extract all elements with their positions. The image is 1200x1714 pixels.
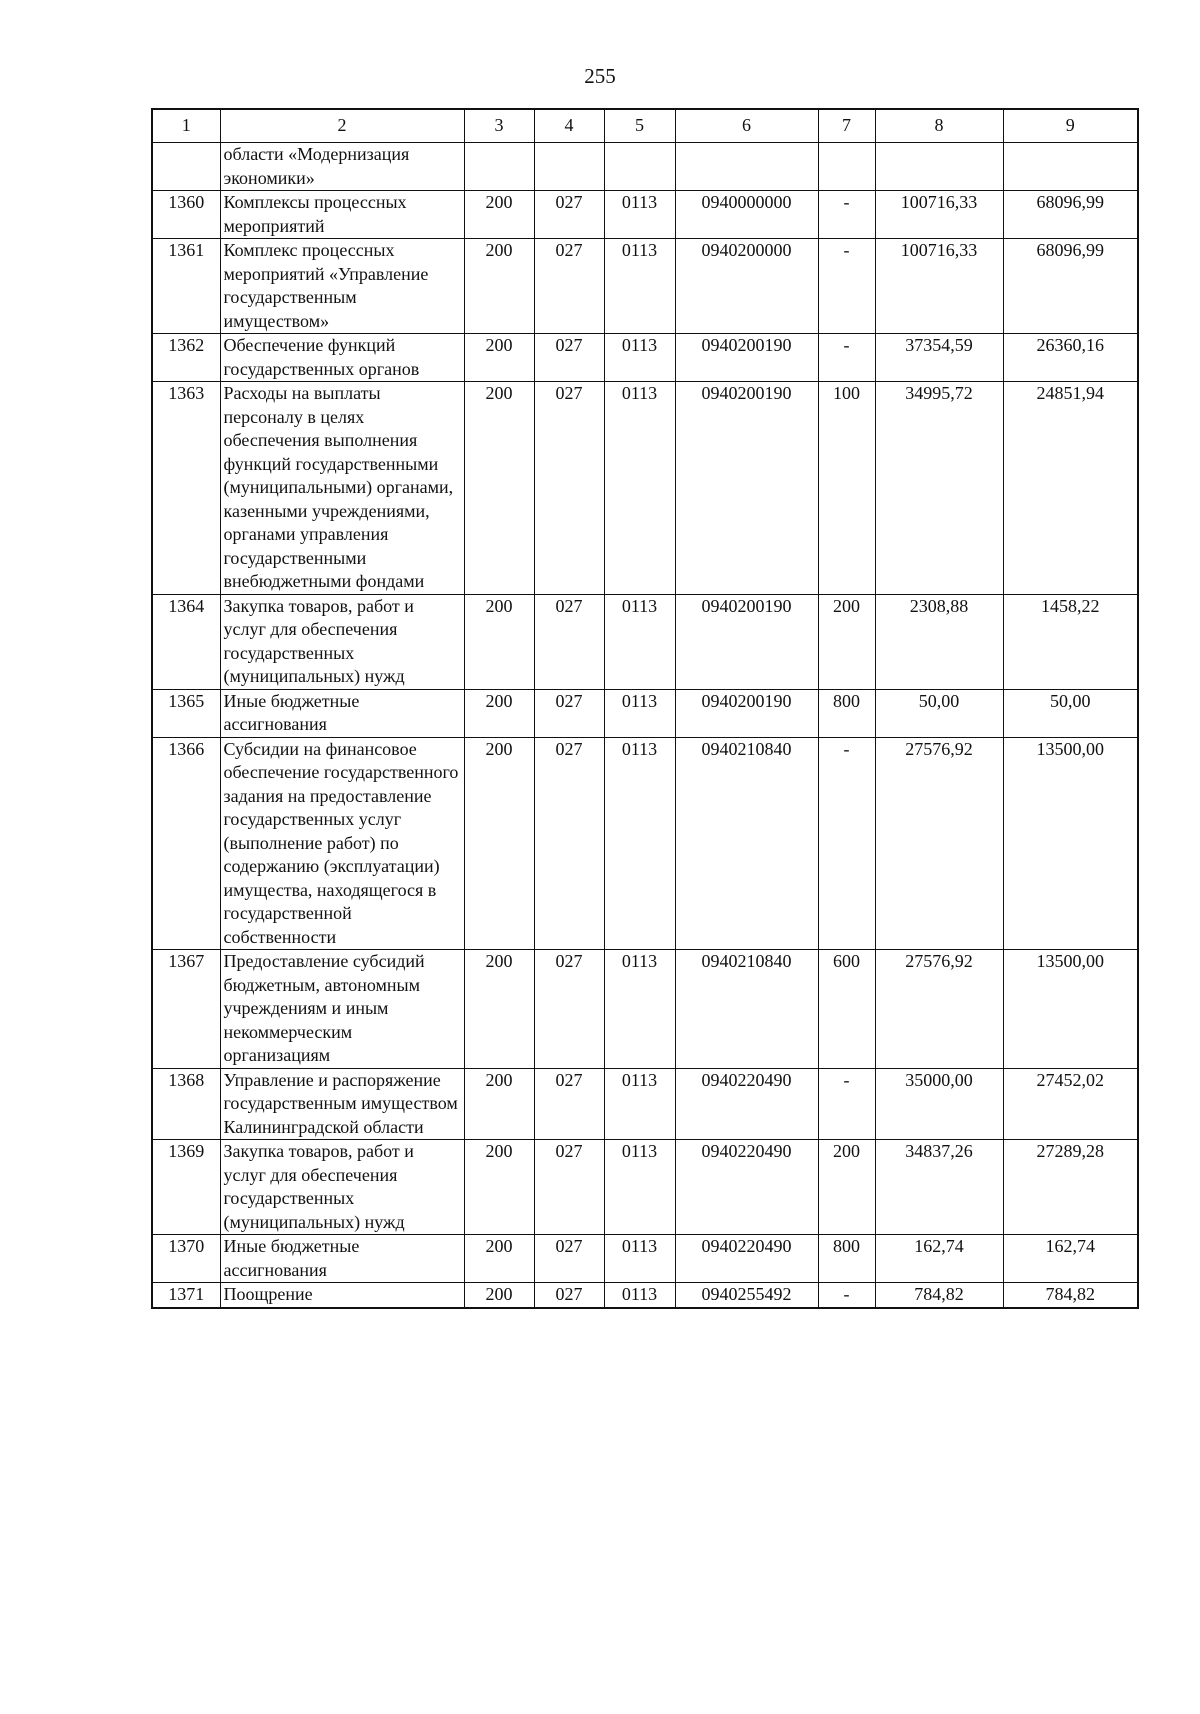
code-4-cell: 027 (534, 689, 604, 737)
amount-8-cell: 27576,92 (875, 737, 1003, 950)
expense-type-cell: - (818, 1068, 875, 1140)
table-row (152, 737, 1138, 950)
amount-8-cell: 34837,26 (875, 1140, 1003, 1235)
code-3-cell: 200 (464, 1235, 534, 1283)
item-name-cell: Комплексы процессных мероприятий (220, 191, 464, 239)
amount-8-cell: 784,82 (875, 1283, 1003, 1308)
code-3-cell: 200 (464, 382, 534, 595)
table-row (152, 689, 1138, 737)
code-3-cell: 200 (464, 1140, 534, 1235)
expense-type-cell: 800 (818, 689, 875, 737)
row-number-cell: 1365 (152, 689, 220, 737)
expense-type-cell: 600 (818, 950, 875, 1069)
code-5-cell: 0113 (604, 382, 675, 595)
code-5-cell (604, 143, 675, 191)
column-header: 1 (152, 109, 220, 143)
target-article-cell: 0940255492 (675, 1283, 818, 1308)
expense-type-cell (818, 143, 875, 191)
target-article-cell: 0940200190 (675, 594, 818, 689)
amount-8-cell: 100716,33 (875, 191, 1003, 239)
column-header: 8 (875, 109, 1003, 143)
table-body (152, 143, 1138, 1308)
code-5-cell: 0113 (604, 334, 675, 382)
code-3-cell: 200 (464, 239, 534, 334)
code-4-cell: 027 (534, 191, 604, 239)
amount-8-cell: 35000,00 (875, 1068, 1003, 1140)
row-number-cell: 1369 (152, 1140, 220, 1235)
amount-8-cell: 50,00 (875, 689, 1003, 737)
amount-9-cell: 68096,99 (1003, 239, 1138, 334)
amount-8-cell: 162,74 (875, 1235, 1003, 1283)
amount-9-cell: 50,00 (1003, 689, 1138, 737)
item-name-cell: Обеспечение функций государственных органов (220, 334, 464, 382)
expense-type-cell: - (818, 1283, 875, 1308)
target-article-cell: 0940210840 (675, 950, 818, 1069)
code-4-cell: 027 (534, 1283, 604, 1308)
table-row (152, 950, 1138, 1069)
expense-type-cell: - (818, 191, 875, 239)
item-name-cell: Иные бюджетные ассигнования (220, 689, 464, 737)
code-3-cell: 200 (464, 594, 534, 689)
column-header-row (152, 109, 1138, 143)
item-name-cell: Управление и распоряжение государственным имуществом Калининградской области (220, 1068, 464, 1140)
amount-8-cell: 2308,88 (875, 594, 1003, 689)
code-5-cell: 0113 (604, 737, 675, 950)
code-4-cell: 027 (534, 950, 604, 1069)
table-row (152, 334, 1138, 382)
item-name-cell: Субсидии на финансовое обеспечение государственного задания на предоставление государственных услуг (выполнение работ) по содержанию (эксплуатации) имущества, находящегося в государственной собственности (220, 737, 464, 950)
table-row (152, 594, 1138, 689)
target-article-cell: 0940200190 (675, 689, 818, 737)
item-name-cell: Предоставление субсидий бюджетным, автономным учреждениям и иным некоммерческим организациям (220, 950, 464, 1069)
amount-9-cell: 162,74 (1003, 1235, 1138, 1283)
amount-8-cell: 34995,72 (875, 382, 1003, 595)
code-4-cell: 027 (534, 737, 604, 950)
code-4-cell: 027 (534, 594, 604, 689)
expense-type-cell: 100 (818, 382, 875, 595)
item-name-cell: области «Модернизация экономики» (220, 143, 464, 191)
amount-9-cell: 27452,02 (1003, 1068, 1138, 1140)
item-name-cell: Расходы на выплаты персоналу в целях обеспечения выполнения функций государственными (муниципальными) органами, казенными учреждениями, органами управления государственными внебюджетными фондами (220, 382, 464, 595)
amount-9-cell: 1458,22 (1003, 594, 1138, 689)
row-number-cell: 1368 (152, 1068, 220, 1140)
column-header: 2 (220, 109, 464, 143)
table-row (152, 191, 1138, 239)
expense-type-cell: 200 (818, 594, 875, 689)
column-header: 9 (1003, 109, 1138, 143)
column-header: 3 (464, 109, 534, 143)
code-5-cell: 0113 (604, 1140, 675, 1235)
amount-9-cell (1003, 143, 1138, 191)
code-3-cell (464, 143, 534, 191)
item-name-cell: Комплекс процессных мероприятий «Управление государственным имуществом» (220, 239, 464, 334)
code-3-cell: 200 (464, 1068, 534, 1140)
target-article-cell: 0940000000 (675, 191, 818, 239)
amount-8-cell: 37354,59 (875, 334, 1003, 382)
table-row (152, 1140, 1138, 1235)
code-3-cell: 200 (464, 191, 534, 239)
code-5-cell: 0113 (604, 1068, 675, 1140)
code-4-cell: 027 (534, 1140, 604, 1235)
expense-type-cell: - (818, 334, 875, 382)
amount-9-cell: 68096,99 (1003, 191, 1138, 239)
target-article-cell: 0940200190 (675, 334, 818, 382)
expense-type-cell: 200 (818, 1140, 875, 1235)
code-5-cell: 0113 (604, 1283, 675, 1308)
code-3-cell: 200 (464, 689, 534, 737)
code-3-cell: 200 (464, 334, 534, 382)
target-article-cell: 0940200190 (675, 382, 818, 595)
column-header: 5 (604, 109, 675, 143)
table-row (152, 239, 1138, 334)
amount-9-cell: 784,82 (1003, 1283, 1138, 1308)
table-row (152, 1283, 1138, 1308)
amount-8-cell: 27576,92 (875, 950, 1003, 1069)
code-5-cell: 0113 (604, 950, 675, 1069)
table-row (152, 143, 1138, 191)
code-5-cell: 0113 (604, 239, 675, 334)
code-5-cell: 0113 (604, 594, 675, 689)
expense-type-cell: - (818, 239, 875, 334)
code-3-cell: 200 (464, 1283, 534, 1308)
row-number-cell: 1360 (152, 191, 220, 239)
item-name-cell: Закупка товаров, работ и услуг для обеспечения государственных (муниципальных) нужд (220, 1140, 464, 1235)
target-article-cell (675, 143, 818, 191)
row-number-cell: 1370 (152, 1235, 220, 1283)
row-number-cell (152, 143, 220, 191)
item-name-cell: Иные бюджетные ассигнования (220, 1235, 464, 1283)
code-5-cell: 0113 (604, 1235, 675, 1283)
row-number-cell: 1363 (152, 382, 220, 595)
expense-type-cell: 800 (818, 1235, 875, 1283)
row-number-cell: 1371 (152, 1283, 220, 1308)
amount-8-cell (875, 143, 1003, 191)
column-header: 6 (675, 109, 818, 143)
column-header: 7 (818, 109, 875, 143)
table-row (152, 1068, 1138, 1140)
code-4-cell: 027 (534, 334, 604, 382)
table-row (152, 382, 1138, 595)
row-number-cell: 1364 (152, 594, 220, 689)
amount-9-cell: 13500,00 (1003, 950, 1138, 1069)
target-article-cell: 0940220490 (675, 1235, 818, 1283)
code-5-cell: 0113 (604, 689, 675, 737)
target-article-cell: 0940200000 (675, 239, 818, 334)
row-number-cell: 1362 (152, 334, 220, 382)
amount-9-cell: 27289,28 (1003, 1140, 1138, 1235)
code-4-cell: 027 (534, 239, 604, 334)
amount-9-cell: 26360,16 (1003, 334, 1138, 382)
row-number-cell: 1366 (152, 737, 220, 950)
row-number-cell: 1361 (152, 239, 220, 334)
budget-table (151, 108, 1139, 1309)
code-3-cell: 200 (464, 950, 534, 1069)
target-article-cell: 0940210840 (675, 737, 818, 950)
page-number: 255 (584, 64, 616, 88)
code-4-cell (534, 143, 604, 191)
code-4-cell: 027 (534, 1068, 604, 1140)
target-article-cell: 0940220490 (675, 1068, 818, 1140)
code-3-cell: 200 (464, 737, 534, 950)
item-name-cell: Поощрение (220, 1283, 464, 1308)
row-number-cell: 1367 (152, 950, 220, 1069)
expense-type-cell: - (818, 737, 875, 950)
column-header: 4 (534, 109, 604, 143)
amount-8-cell: 100716,33 (875, 239, 1003, 334)
target-article-cell: 0940220490 (675, 1140, 818, 1235)
code-5-cell: 0113 (604, 191, 675, 239)
code-4-cell: 027 (534, 1235, 604, 1283)
amount-9-cell: 24851,94 (1003, 382, 1138, 595)
table-row (152, 1235, 1138, 1283)
amount-9-cell: 13500,00 (1003, 737, 1138, 950)
code-4-cell: 027 (534, 382, 604, 595)
item-name-cell: Закупка товаров, работ и услуг для обеспечения государственных (муниципальных) нужд (220, 594, 464, 689)
